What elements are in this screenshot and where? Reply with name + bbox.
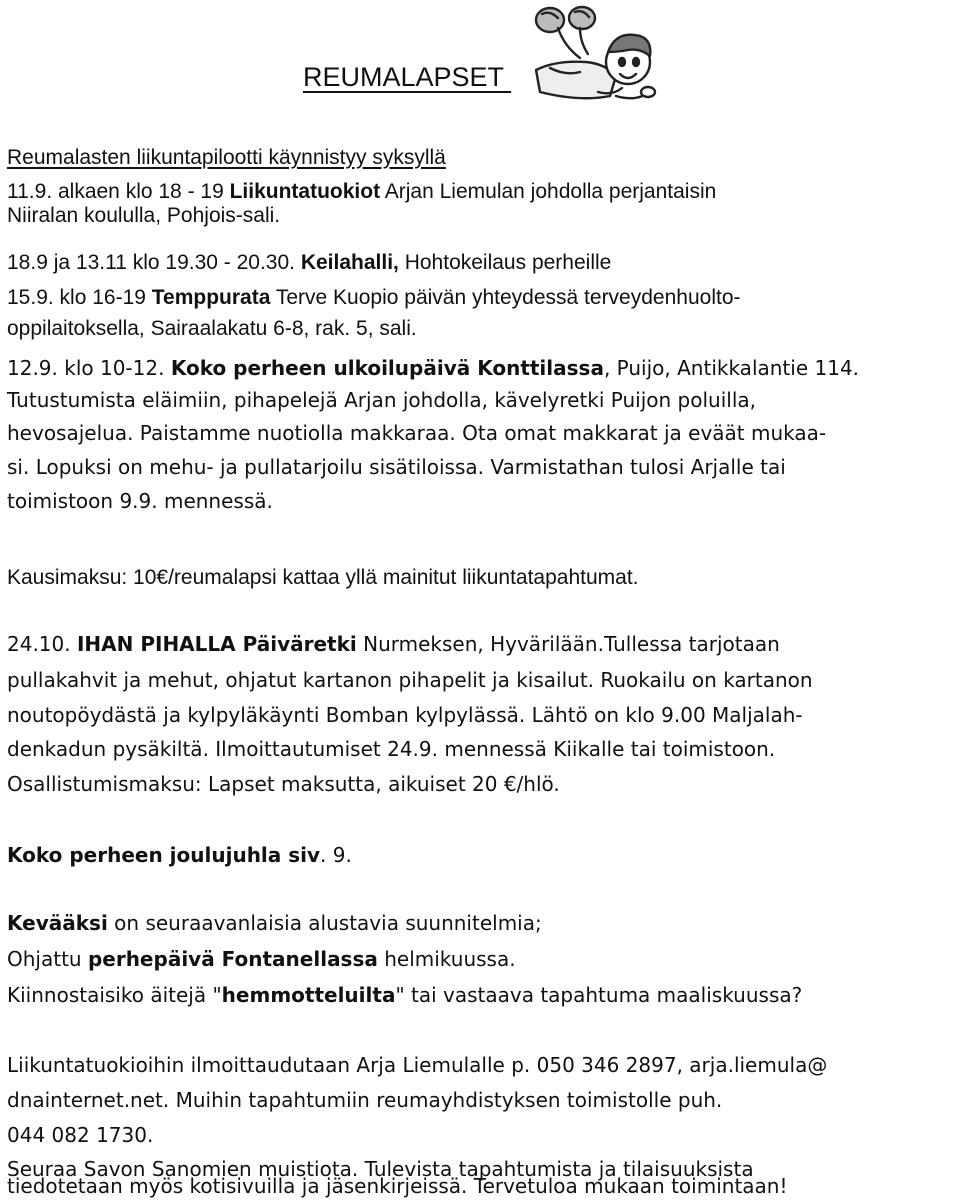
text-line: Ohjattu perhepäivä Fontanellassa helmikuussa. [7,947,516,971]
text-line: Osallistumismaksu: Lapset maksutta, aikuiset 20 €/hlö. [7,772,560,796]
text-line: Niiralan koululla, Pohjois-sali. [7,204,281,227]
text-line: Reumalasten liikuntapilootti käynnistyy syksyllä [7,146,446,169]
text-line: denkadun pysäkiltä. Ilmoittautumiset 24.9. mennessä Kiikalle tai toimistoon. [7,737,776,761]
text-line: 12.9. klo 10-12. Koko perheen ulkoilupäivä Konttilassa, Puijo, Antikkalantie 114. [7,356,860,380]
cropped-text-line: tiedotetaan myös kotisivuilla ja jäsenkirjeissä. Tervetuloa mukaan toimintaan! [7,1174,788,1198]
text-line: oppilaitoksella, Sairaalakatu 6-8, rak. 5, sali. [7,317,417,340]
text-line: 18.9 ja 13.11 klo 19.30 - 20.30. Keilahalli, Hohtokeilaus perheille [7,251,612,274]
text-line: pullakahvit ja mehut, ohjatut kartanon pihapelit ja kisailut. Ruokailu on kartanon [7,668,813,692]
text-line: 24.10. IHAN PIHALLA Päiväretki Nurmeksen, Hyvärilään.Tullessa tarjotaan [7,632,780,656]
text-line: noutopöydästä ja kylpyläkäynti Bomban kylpylässä. Lähtö on klo 9.00 Maljalah- [7,703,803,727]
text-line: Kausimaksu: 10€/reumalapsi kattaa yllä mainitut liikuntatapahtumat. [7,566,639,589]
text-line: toimistoon 9.9. mennessä. [7,489,273,513]
text-line: Tutustumista eläimiin, pihapelejä Arjan johdolla, kävelyretki Puijon poluilla, [7,388,756,412]
text-line: Kevääksi on seuraavanlaisia alustavia suunnitelmia; [7,911,542,935]
reclining-child-illustration [520,0,660,120]
text-line: 044 082 1730. [7,1123,154,1147]
text-line: 15.9. klo 16-19 Temppurata Terve Kuopio päivän yhteydessä terveydenhuolto- [7,286,741,309]
text-line: hevosajelua. Paistamme nuotiolla makkaraa. Ota omat makkarat ja eväät mukaa- [7,421,827,445]
text-line: si. Lopuksi on mehu- ja pullatarjoilu sisätiloissa. Varmistathan tulosi Arjalle tai [7,455,786,479]
text-line: Koko perheen joulujuhla siv. 9. [7,843,352,867]
text-line: Liikuntatuokioihin ilmoittaudutaan Arja Liemulalle p. 050 346 2897, arja.liemula@ [7,1053,828,1077]
text-line: Kiinnostaisiko äitejä "hemmotteluilta" tai vastaava tapahtuma maaliskuussa? [7,983,803,1007]
text-line: dnainternet.net. Muihin tapahtumiin reumayhdistyksen toimistolle puh. [7,1088,723,1112]
text-line: Seuraa Savon Sanomien muistiota. Tulevista tapahtumista ja tilaisuuksista [7,1157,754,1181]
text-line: 11.9. alkaen klo 18 - 19 Liikuntatuokiot Arjan Liemulan johdolla perjantaisin [7,180,717,203]
page-title: REUMALAPSET [303,62,512,92]
